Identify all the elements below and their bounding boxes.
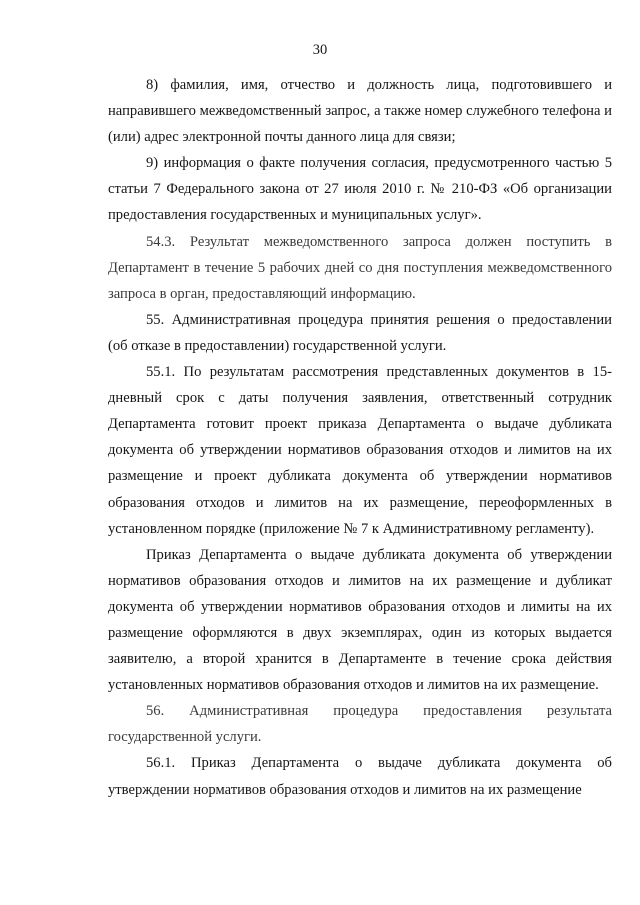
paragraph-55: 55. Административная процедура принятия решения о предоставлении (об отказе в предоставлении) государственной услуги.: [108, 311, 612, 354]
paragraph-order-duplicate: Приказ Департамента о выдаче дубликата документа об утверждении нормативов образования отходов и лимитов на их размещение и дубликат документа об утверждении нормативов образования отходов и лимиты на их размещение оформляются в двух экземплярах, один из которых выдается заявителю, а второй хранится в Департаменте в течение срока действия установленных нормативов образования отходов и лимитов на их размещение.: [108, 546, 612, 694]
paragraph-54-3: 54.3. Результат межведомственного запроса должен поступить в Департамент в течение 5 рабочих дней со дня поступления межведомственного запроса в орган, предоставляющий информацию.: [108, 233, 612, 302]
page-number: 30: [312, 42, 328, 58]
paragraph-item-8: 8) фамилия, имя, отчество и должность лица, подготовившего и направившего межведомственный запрос, а также номер служебного телефона и (или) адрес электронной почты данного лица для связи;: [108, 77, 612, 146]
paragraph-55-1: 55.1. По результатам рассмотрения представленных документов в 15-дневный срок с даты получения заявления, ответственный сотрудник Департамента готовит проект приказа Департамента о выдаче дубликата документа об утверждении нормативов образования отходов и лимитов на их размещение и проект дубликата документа об утверждении нормативов образования отходов и лимитов на их размещение, переоформленных в установленном порядке (приложение № 7 к Административному регламенту).: [108, 364, 612, 537]
paragraph-item-9: 9) информация о факте получения согласия, предусмотренного частью 5 статьи 7 Федерального закона от 27 июля 2010 г. № 210-ФЗ «Об организации предоставления государственных и муниципальных услуг».: [108, 155, 612, 224]
paragraph-56-1: 56.1. Приказ Департамента о выдаче дубликата документа об утверждении нормативов образования отходов и лимитов на их размещение: [108, 755, 612, 798]
document-body: [108, 72, 612, 803]
paragraph-56: 56. Административная процедура предоставления результата государственной услуги.: [108, 703, 612, 746]
